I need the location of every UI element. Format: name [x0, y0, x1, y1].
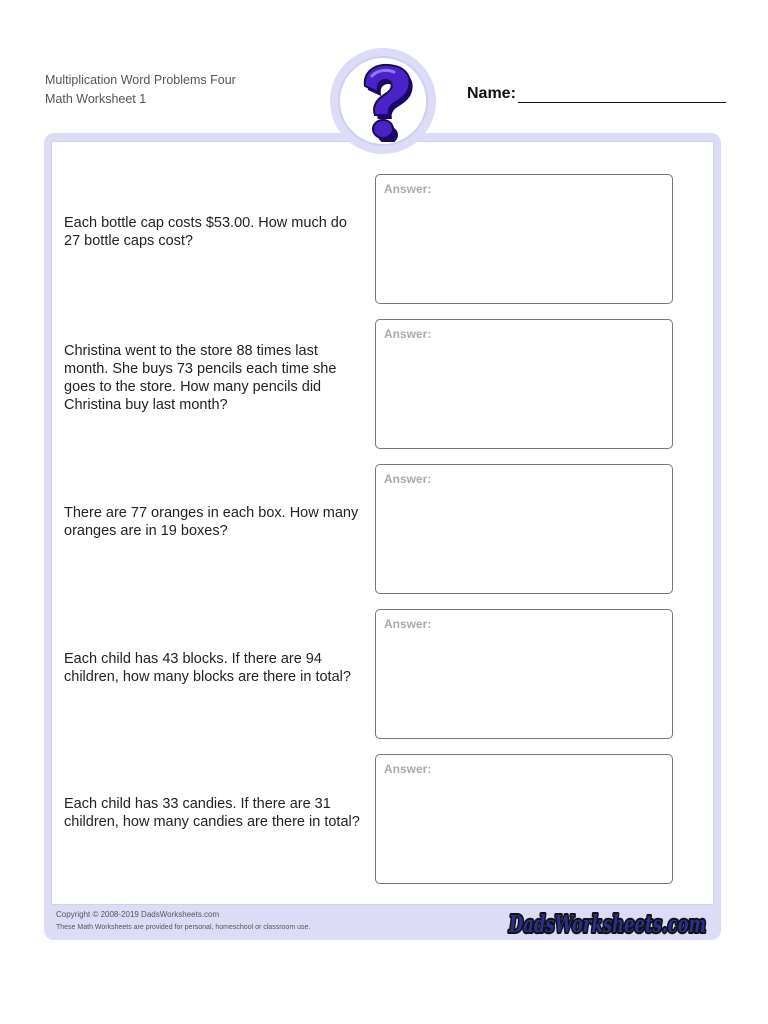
usage-text: These Math Worksheets are provided for personal, homeschool or classroom use.	[56, 924, 311, 931]
logo-wordmark: DadsWorksheets.com	[508, 911, 706, 938]
answer-box[interactable]	[375, 754, 673, 884]
worksheet-title: Multiplication Word Problems Four	[45, 73, 236, 87]
problem-text: Each child has 33 candies. If there are 31 children, how many candies are there in total?	[64, 796, 360, 830]
problem-text: Christina went to the store 88 times last month. She buys 73 pencils each time she goes to the store. How many pencils did Christina buy last month?	[64, 343, 337, 413]
answer-label: Answer:	[384, 327, 432, 341]
copyright-text: Copyright © 2008-2019 DadsWorksheets.com	[56, 910, 220, 919]
question-mark-icon	[352, 62, 414, 142]
name-field[interactable]	[467, 84, 726, 103]
answer-box[interactable]	[375, 609, 673, 739]
answer-label: Answer:	[384, 617, 432, 631]
dadsworksheets-logo	[505, 903, 710, 941]
name-label: Name:	[467, 85, 516, 102]
logo-wordmark-outline: DadsWorksheets.com	[508, 911, 706, 938]
question-badge	[330, 48, 436, 154]
answer-label: Answer:	[384, 762, 432, 776]
worksheet-title-block	[45, 71, 236, 109]
problem-text: Each child has 43 blocks. If there are 94 children, how many blocks are there in total?	[64, 651, 351, 685]
answer-box[interactable]	[375, 174, 673, 304]
problem-text: Each bottle cap costs $53.00. How much do 27 bottle caps cost?	[64, 215, 347, 249]
answer-box[interactable]	[375, 319, 673, 449]
answer-label: Answer:	[384, 472, 432, 486]
answer-label: Answer:	[384, 182, 432, 196]
worksheet-subtitle: Math Worksheet 1	[45, 92, 147, 106]
problem-text: There are 77 oranges in each box. How many oranges are in 19 boxes?	[64, 505, 359, 539]
answer-box[interactable]	[375, 464, 673, 594]
name-line[interactable]	[518, 84, 726, 103]
